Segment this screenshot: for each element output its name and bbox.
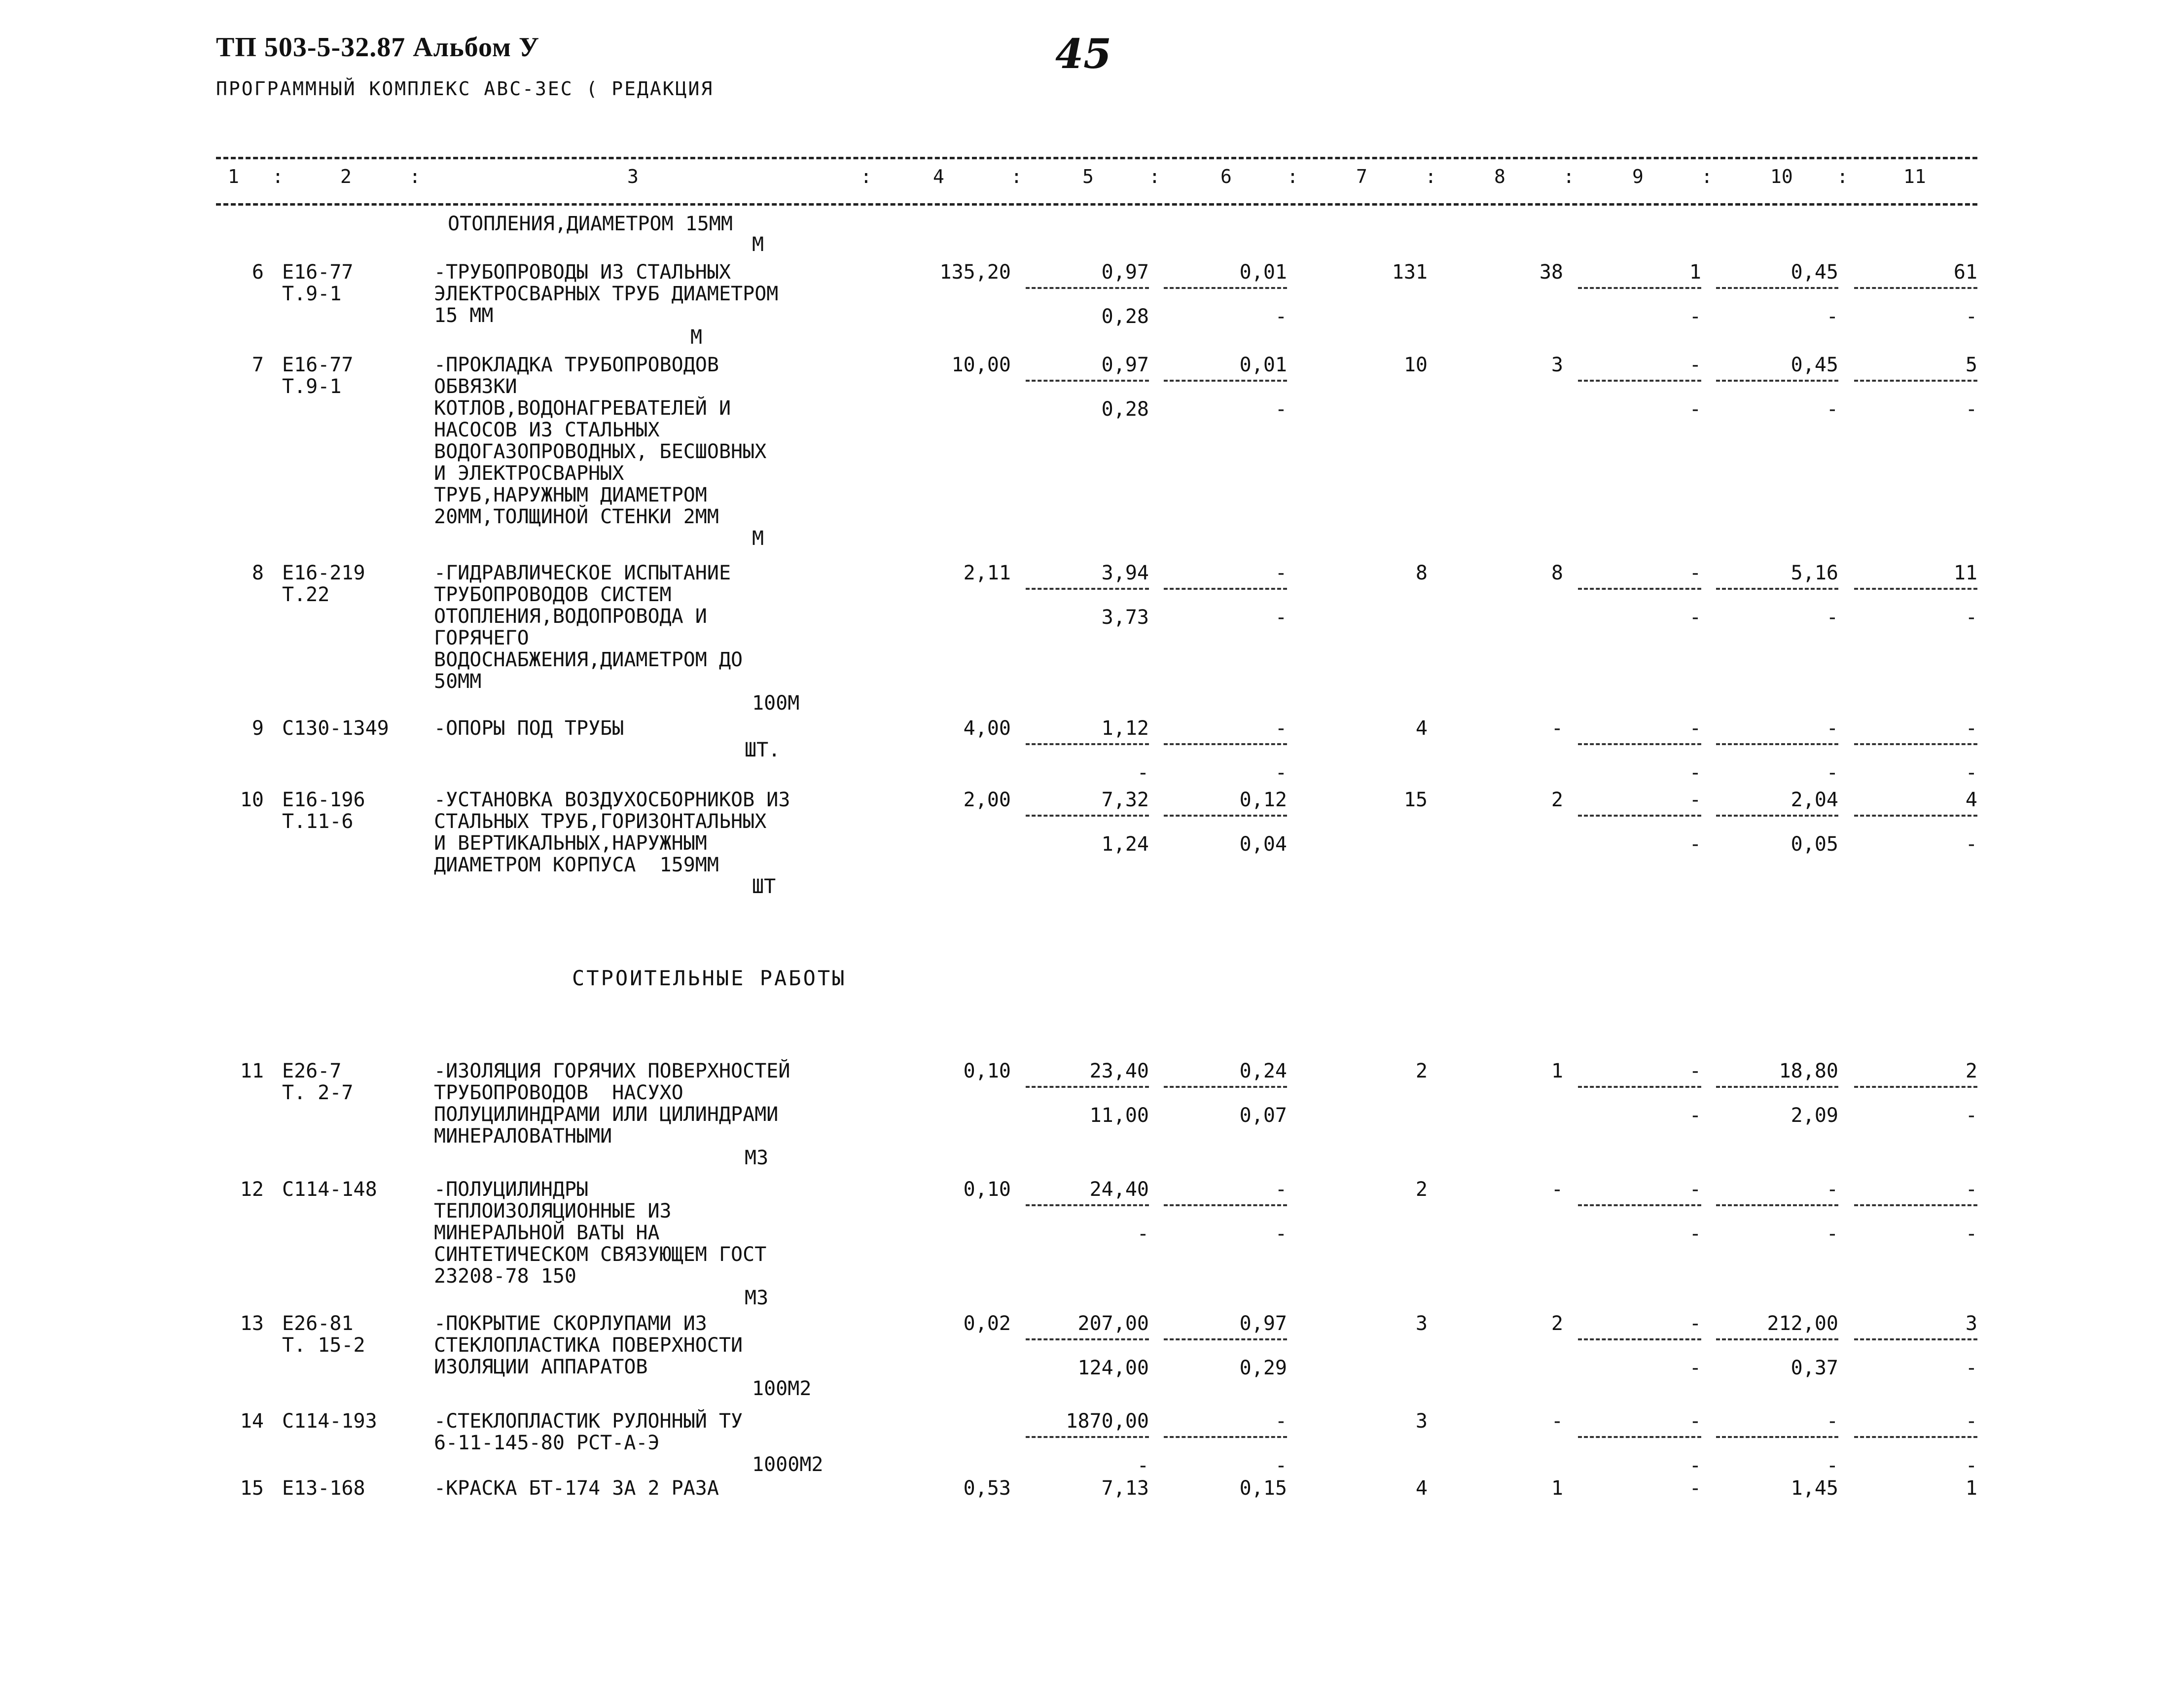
unit-of-measure: М [690, 326, 703, 349]
value-c11: 61 [1953, 261, 1977, 284]
value-c5: 207,00 [1077, 1312, 1149, 1335]
program-name: ПРОГРАММНЫЙ КОМПЛЕКС АВС-ЗЕС ( РЕДАКЦИЯ [216, 78, 714, 100]
value-c10: 2,04 [1790, 789, 1838, 811]
value-c11b: - [1965, 833, 1977, 856]
work-description: -ПРОКЛАДКА ТРУБОПРОВОДОВ [434, 354, 719, 376]
rate-code: С114-148 [282, 1178, 377, 1201]
value-separator-dash [1164, 743, 1287, 745]
value-separator-dash [1578, 1204, 1701, 1206]
work-description: ТРУБ,НАРУЖНЫМ ДИАМЕТРОМ [434, 484, 707, 506]
value-separator-dash [1716, 815, 1838, 817]
rate-code: Е13-168 [282, 1477, 365, 1500]
value-separator-dash [1164, 1086, 1287, 1088]
col-num-1: 1 [228, 166, 239, 187]
value-c6: 0,97 [1239, 1312, 1287, 1335]
row-number: 15 [240, 1477, 264, 1500]
value-separator-dash [1578, 815, 1701, 817]
value-separator-dash [1578, 1338, 1701, 1340]
value-separator-dash [1026, 380, 1149, 382]
value-c6: - [1275, 562, 1287, 584]
value-c6: - [1275, 1410, 1287, 1433]
col-separator: : [1011, 166, 1022, 187]
value-c4: 10,00 [951, 354, 1011, 376]
value-c11: - [1965, 1178, 1977, 1201]
work-description: ВОДОСНАБЖЕНИЯ,ДИАМЕТРОМ ДО [434, 648, 743, 671]
row-number: 14 [240, 1410, 264, 1433]
value-separator-dash [1164, 287, 1287, 289]
value-separator-dash [1578, 1086, 1701, 1088]
value-c10: - [1826, 1178, 1838, 1201]
value-separator-dash [1854, 1086, 1977, 1088]
value-separator-dash [1716, 287, 1838, 289]
work-description: И ВЕРТИКАЛЬНЫХ,НАРУЖНЫМ [434, 832, 707, 855]
rate-code: Е26-7 [282, 1060, 342, 1082]
value-c8: 2 [1551, 789, 1563, 811]
value-c6b: 0,07 [1239, 1104, 1287, 1127]
value-c6: - [1275, 717, 1287, 740]
value-c7: 131 [1392, 261, 1428, 284]
value-c11: 4 [1965, 789, 1977, 811]
value-c9: 1 [1689, 261, 1701, 284]
value-c5b: - [1137, 1454, 1149, 1477]
col-num-4: 4 [933, 166, 944, 187]
row-number: 8 [251, 562, 264, 584]
value-c5b: 11,00 [1089, 1104, 1149, 1127]
col-num-3: 3 [627, 166, 639, 187]
work-description: ВОДОГАЗОПРОВОДНЫХ, БЕСШОВНЫХ [434, 440, 767, 463]
work-description: ТРУБОПРОВОДОВ СИСТЕМ [434, 583, 672, 606]
unit-of-measure: 1000М2 [752, 1453, 823, 1476]
value-separator-dash [1026, 588, 1149, 590]
work-description: -ТРУБОПРОВОДЫ ИЗ СТАЛЬНЫХ [434, 261, 731, 284]
value-c6: 0,24 [1239, 1060, 1287, 1082]
unit-of-measure: ШТ [752, 875, 776, 898]
value-c9b: - [1689, 1454, 1701, 1477]
value-c11b: - [1965, 1222, 1977, 1245]
value-c10b: - [1826, 1222, 1838, 1245]
col-separator: : [1837, 166, 1848, 187]
work-description: -СТЕКЛОПЛАСТИК РУЛОННЫЙ ТУ [434, 1410, 743, 1433]
work-description: ГОРЯЧЕГО [434, 627, 529, 649]
value-separator-dash [1026, 1436, 1149, 1438]
work-description: 50ММ [434, 670, 482, 693]
value-separator-dash [1716, 743, 1838, 745]
value-c6: 0,12 [1239, 789, 1287, 811]
value-separator-dash [1854, 380, 1977, 382]
value-separator-dash [1716, 588, 1838, 590]
row-number: 10 [240, 789, 264, 811]
value-c8: 38 [1539, 261, 1563, 284]
value-c6b: - [1275, 1222, 1287, 1245]
value-separator-dash [1164, 1338, 1287, 1340]
value-c9b: - [1689, 833, 1701, 856]
value-separator-dash [1164, 380, 1287, 382]
work-description: ОТОПЛЕНИЯ,ВОДОПРОВОДА И [434, 605, 707, 628]
col-num-8: 8 [1494, 166, 1505, 187]
value-c4: 4,00 [963, 717, 1011, 740]
value-c10b: - [1826, 761, 1838, 784]
value-c5: 3,94 [1101, 562, 1149, 584]
value-c11b: - [1965, 761, 1977, 784]
rate-code: С114-193 [282, 1410, 377, 1433]
value-c11: - [1965, 1410, 1977, 1433]
row-number: 11 [240, 1060, 264, 1082]
value-c4: 2,00 [963, 789, 1011, 811]
col-separator: : [1701, 166, 1713, 187]
column-number-header [0, 166, 2184, 190]
row-number: 12 [240, 1178, 264, 1201]
col-separator: : [860, 166, 872, 187]
value-c9: - [1689, 789, 1701, 811]
value-separator-dash [1716, 380, 1838, 382]
value-c11: 3 [1965, 1312, 1977, 1335]
value-c10: 212,00 [1767, 1312, 1838, 1335]
value-c7: 4 [1415, 717, 1428, 740]
value-c11b: - [1965, 1357, 1977, 1379]
carry-over-unit: М [752, 233, 764, 256]
rate-code: С130-1349 [282, 717, 389, 740]
value-separator-dash [1026, 743, 1149, 745]
work-description: -ПОЛУЦИЛИНДРЫ [434, 1178, 589, 1201]
value-c5b: 3,73 [1101, 606, 1149, 629]
value-separator-dash [1716, 1436, 1838, 1438]
work-description: И ЭЛЕКТРОСВАРНЫХ [434, 462, 624, 485]
work-description: ТЕПЛОИЗОЛЯЦИОННЫЕ ИЗ [434, 1200, 672, 1222]
value-c5: 7,32 [1101, 789, 1149, 811]
row-number: 9 [251, 717, 264, 740]
value-c5b: - [1137, 761, 1149, 784]
value-c5: 1,12 [1101, 717, 1149, 740]
value-c6b: - [1275, 761, 1287, 784]
value-c9b: - [1689, 1104, 1701, 1127]
col-separator: : [1425, 166, 1436, 187]
value-c10: 0,45 [1790, 261, 1838, 284]
value-separator-dash [1854, 743, 1977, 745]
value-c8: 8 [1551, 562, 1563, 584]
row-number: 6 [251, 261, 264, 284]
col-num-10: 10 [1770, 166, 1793, 187]
value-c6: 0,15 [1239, 1477, 1287, 1500]
value-c9b: - [1689, 761, 1701, 784]
value-c8: - [1551, 1410, 1563, 1433]
value-c5: 23,40 [1089, 1060, 1149, 1082]
unit-of-measure: 100М [752, 692, 800, 715]
value-separator-dash [1026, 1086, 1149, 1088]
work-description: -УСТАНОВКА ВОЗДУХОСБОРНИКОВ ИЗ [434, 789, 790, 811]
work-description: МИНЕРАЛОВАТНЫМИ [434, 1125, 612, 1148]
value-separator-dash [1854, 1338, 1977, 1340]
col-num-2: 2 [340, 166, 352, 187]
value-c11b: - [1965, 1104, 1977, 1127]
col-num-9: 9 [1632, 166, 1644, 187]
col-separator: : [1149, 166, 1160, 187]
top-rule [216, 157, 1977, 159]
value-c5b: 1,24 [1101, 833, 1149, 856]
value-c6: 0,01 [1239, 261, 1287, 284]
value-c10: - [1826, 1410, 1838, 1433]
rate-code: Т.9-1 [282, 283, 342, 305]
value-c7: 15 [1403, 789, 1428, 811]
work-description: МИНЕРАЛЬНОЙ ВАТЫ НА [434, 1222, 660, 1244]
value-c11: 2 [1965, 1060, 1977, 1082]
value-c11b: - [1965, 398, 1977, 421]
document-reference: ТП 503-5-32.87 Альбом У [216, 32, 540, 63]
value-c10b: - [1826, 606, 1838, 629]
value-c4: 0,10 [963, 1178, 1011, 1201]
value-c5b: 124,00 [1077, 1357, 1149, 1379]
work-description: КОТЛОВ,ВОДОНАГРЕВАТЕЛЕЙ И [434, 397, 731, 420]
header-bottom-rule [216, 203, 1977, 206]
rate-code: Т.11-6 [282, 810, 354, 833]
value-c11b: - [1965, 1454, 1977, 1477]
value-separator-dash [1578, 743, 1701, 745]
work-description: 6-11-145-80 РСТ-А-Э [434, 1432, 660, 1454]
work-description: ДИАМЕТРОМ КОРПУСА 159ММ [434, 854, 719, 876]
rate-code: Т. 2-7 [282, 1081, 354, 1104]
row-number: 13 [240, 1312, 264, 1335]
value-c9b: - [1689, 1222, 1701, 1245]
value-c10: 18,80 [1779, 1060, 1838, 1082]
value-c10: - [1826, 717, 1838, 740]
value-separator-dash [1578, 380, 1701, 382]
work-description: СИНТЕТИЧЕСКОМ СВЯЗУЮЩЕМ ГОСТ [434, 1243, 767, 1266]
col-separator: : [272, 166, 284, 187]
value-c11: 1 [1965, 1477, 1977, 1500]
work-description: СТАЛЬНЫХ ТРУБ,ГОРИЗОНТАЛЬНЫХ [434, 810, 767, 833]
value-separator-dash [1716, 1338, 1838, 1340]
value-c4: 135,20 [939, 261, 1011, 284]
value-c10b: 0,05 [1790, 833, 1838, 856]
value-c5: 1870,00 [1066, 1410, 1149, 1433]
value-c6b: - [1275, 606, 1287, 629]
value-c9: - [1689, 1477, 1701, 1500]
work-description: ПОЛУЦИЛИНДРАМИ ИЛИ ЦИЛИНДРАМИ [434, 1103, 779, 1126]
value-c7: 3 [1415, 1410, 1428, 1433]
value-c5b: 0,28 [1101, 305, 1149, 328]
value-c5b: - [1137, 1222, 1149, 1245]
value-c9: - [1689, 562, 1701, 584]
unit-of-measure: ШТ. [745, 739, 781, 761]
row-number: 7 [251, 354, 264, 376]
col-num-5: 5 [1082, 166, 1094, 187]
value-c7: 10 [1403, 354, 1428, 376]
rate-code: Е16-77 [282, 354, 354, 376]
value-c9: - [1689, 354, 1701, 376]
value-separator-dash [1716, 1086, 1838, 1088]
work-description: -ПОКРЫТИЕ СКОРЛУПАМИ ИЗ [434, 1312, 707, 1335]
value-separator-dash [1854, 1436, 1977, 1438]
work-description: -ГИДРАВЛИЧЕСКОЕ ИСПЫТАНИЕ [434, 562, 731, 584]
value-separator-dash [1026, 1338, 1149, 1340]
value-c11: 5 [1965, 354, 1977, 376]
carry-over-line: ОТОПЛЕНИЯ,ДИАМЕТРОМ 15ММ [448, 213, 733, 235]
value-c8: 1 [1551, 1477, 1563, 1500]
work-description: 23208-78 150 [434, 1265, 576, 1288]
value-c5: 0,97 [1101, 354, 1149, 376]
value-c7: 2 [1415, 1178, 1428, 1201]
work-description: 20ММ,ТОЛЩИНОЙ СТЕНКИ 2ММ [434, 505, 719, 528]
value-c8: 3 [1551, 354, 1563, 376]
value-separator-dash [1026, 287, 1149, 289]
value-c4: 2,11 [963, 562, 1011, 584]
rate-code: Е16-77 [282, 261, 354, 284]
value-c9b: - [1689, 398, 1701, 421]
work-description: ЭЛЕКТРОСВАРНЫХ ТРУБ ДИАМЕТРОМ [434, 283, 779, 305]
value-separator-dash [1578, 1436, 1701, 1438]
rate-code: Т.9-1 [282, 375, 342, 398]
value-c10: 5,16 [1790, 562, 1838, 584]
value-c9: - [1689, 1312, 1701, 1335]
unit-of-measure: 100М2 [752, 1377, 812, 1400]
value-c7: 2 [1415, 1060, 1428, 1082]
value-separator-dash [1854, 815, 1977, 817]
rate-code: Е16-219 [282, 562, 365, 584]
value-c9b: - [1689, 1357, 1701, 1379]
value-c6b: 0,29 [1239, 1357, 1287, 1379]
value-separator-dash [1578, 287, 1701, 289]
value-c11b: - [1965, 606, 1977, 629]
value-c6b: - [1275, 1454, 1287, 1477]
value-c6b: - [1275, 398, 1287, 421]
value-c8: - [1551, 1178, 1563, 1201]
value-c8: 1 [1551, 1060, 1563, 1082]
value-c7: 4 [1415, 1477, 1428, 1500]
value-c7: 3 [1415, 1312, 1428, 1335]
value-separator-dash [1026, 815, 1149, 817]
value-c6: 0,01 [1239, 354, 1287, 376]
value-c10: 0,45 [1790, 354, 1838, 376]
value-c5: 0,97 [1101, 261, 1149, 284]
value-c10b: 2,09 [1790, 1104, 1838, 1127]
value-c6: - [1275, 1178, 1287, 1201]
value-c9: - [1689, 1410, 1701, 1433]
value-separator-dash [1578, 588, 1701, 590]
value-c10b: - [1826, 305, 1838, 328]
work-description: НАСОСОВ ИЗ СТАЛЬНЫХ [434, 419, 660, 441]
value-c10b: 0,37 [1790, 1357, 1838, 1379]
work-description: ИЗОЛЯЦИИ АППАРАТОВ [434, 1356, 648, 1378]
rate-code: Т. 15-2 [282, 1334, 365, 1357]
value-separator-dash [1854, 588, 1977, 590]
value-c6b: 0,04 [1239, 833, 1287, 856]
col-num-7: 7 [1356, 166, 1367, 187]
work-description: ТРУБОПРОВОДОВ НАСУХО [434, 1081, 683, 1104]
section-title: СТРОИТЕЛЬНЫЕ РАБОТЫ [572, 966, 847, 990]
value-c10b: - [1826, 398, 1838, 421]
value-c6b: - [1275, 305, 1287, 328]
work-description: 15 ММ [434, 304, 494, 327]
work-description: СТЕКЛОПЛАСТИКА ПОВЕРХНОСТИ [434, 1334, 743, 1357]
value-c9: - [1689, 717, 1701, 740]
value-c9: - [1689, 1178, 1701, 1201]
rate-code: Т.22 [282, 583, 330, 606]
value-c10b: - [1826, 1454, 1838, 1477]
value-separator-dash [1026, 1204, 1149, 1206]
value-c5: 24,40 [1089, 1178, 1149, 1201]
value-c10: 1,45 [1790, 1477, 1838, 1500]
value-c4: 0,10 [963, 1060, 1011, 1082]
work-description: -ОПОРЫ ПОД ТРУБЫ [434, 717, 624, 740]
work-description: -ИЗОЛЯЦИЯ ГОРЯЧИХ ПОВЕРХНОСТЕЙ [434, 1060, 790, 1082]
rate-code: Е16-196 [282, 789, 365, 811]
value-c5: 7,13 [1101, 1477, 1149, 1500]
rate-code: Е26-81 [282, 1312, 354, 1335]
value-c9b: - [1689, 606, 1701, 629]
unit-of-measure: М3 [745, 1287, 769, 1309]
value-c11b: - [1965, 305, 1977, 328]
value-separator-dash [1164, 588, 1287, 590]
value-c9b: - [1689, 305, 1701, 328]
value-c11: 11 [1953, 562, 1977, 584]
value-separator-dash [1164, 1436, 1287, 1438]
value-c7: 8 [1415, 562, 1428, 584]
col-separator: : [1563, 166, 1575, 187]
value-separator-dash [1854, 1204, 1977, 1206]
value-c11: - [1965, 717, 1977, 740]
value-c4: 0,53 [963, 1477, 1011, 1500]
value-separator-dash [1164, 1204, 1287, 1206]
work-description: ОБВЯЗКИ [434, 375, 517, 398]
value-c5b: 0,28 [1101, 398, 1149, 421]
col-num-6: 6 [1220, 166, 1232, 187]
work-description: -КРАСКА БТ-174 ЗА 2 РАЗА [434, 1477, 719, 1500]
col-separator: : [1287, 166, 1298, 187]
value-separator-dash [1164, 815, 1287, 817]
value-c8: 2 [1551, 1312, 1563, 1335]
value-c8: - [1551, 717, 1563, 740]
value-separator-dash [1716, 1204, 1838, 1206]
value-separator-dash [1854, 287, 1977, 289]
value-c4: 0,02 [963, 1312, 1011, 1335]
value-c9: - [1689, 1060, 1701, 1082]
col-num-11: 11 [1903, 166, 1926, 187]
unit-of-measure: М3 [745, 1147, 769, 1169]
col-separator: : [409, 166, 421, 187]
page-number: 45 [1055, 31, 1112, 78]
unit-of-measure: М [752, 527, 764, 550]
